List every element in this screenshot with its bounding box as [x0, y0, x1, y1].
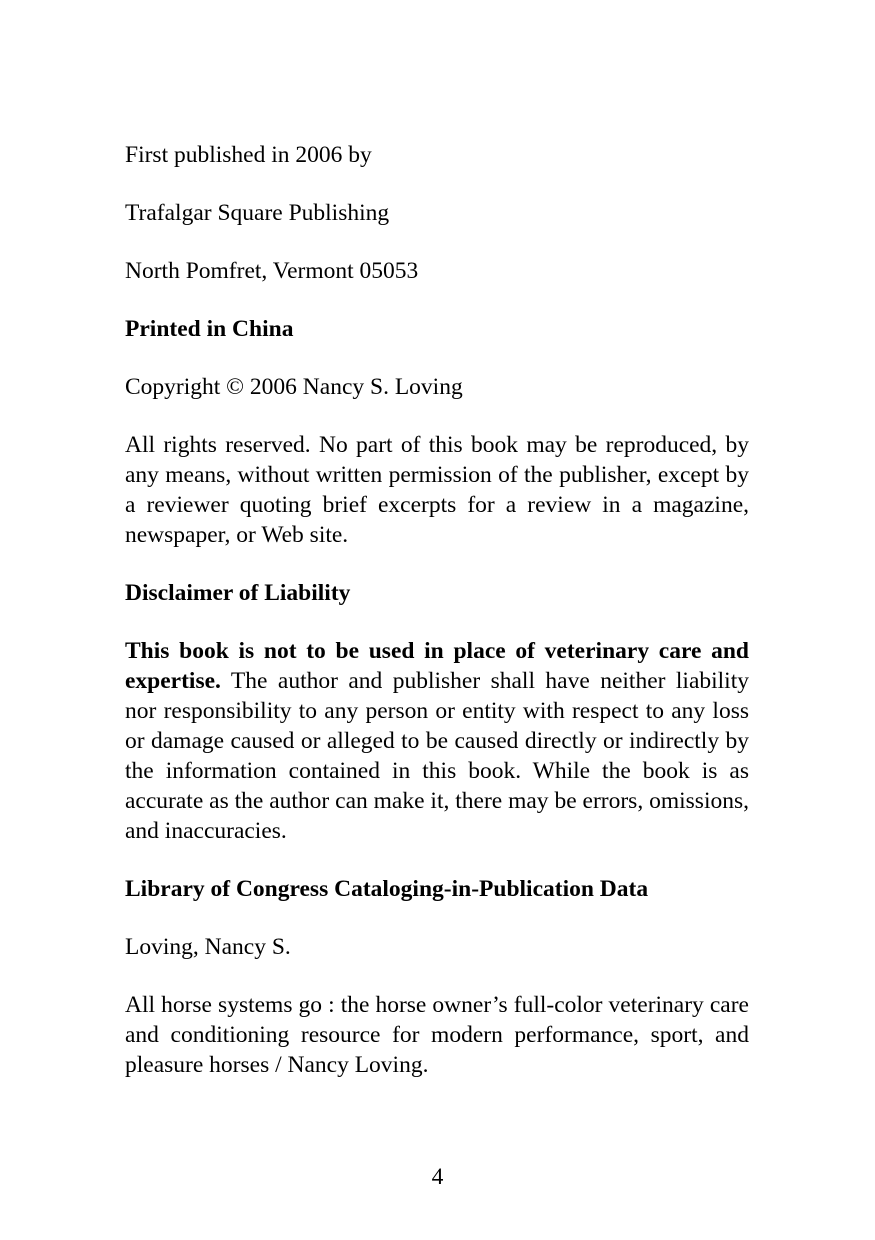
publisher-address: North Pomfret, Vermont 05053	[125, 258, 419, 284]
cip-author: Loving, Nancy S.	[125, 934, 291, 960]
copyright-line: Copyright © 2006 Nancy S. Loving	[125, 374, 463, 400]
disclaimer-paragraph	[125, 636, 749, 846]
first-published-line: First published in 2006 by	[125, 142, 372, 168]
page-number: 4	[431, 1164, 444, 1190]
printed-in-line: Printed in China	[125, 316, 294, 342]
rights-paragraph: All rights reserved. No part of this book may be reproduced, by any means, without written permission of the publisher, except by a reviewer quoting brief excerpts for a review in a magazine, newspaper, or Web site.	[125, 432, 749, 548]
copyright-page-body	[125, 140, 749, 1108]
cip-heading: Library of Congress Cataloging-in-Publication Data	[125, 876, 649, 902]
disclaimer-body: The author and publisher shall have neither liability nor responsibility to any person or entity with respect to any loss or damage caused or alleged to be caused directly or indirectly by the information contained in this book. While the book is as accurate as the author can make it, there may be errors, omissions, and inaccuracies.	[125, 668, 749, 844]
disclaimer-heading: Disclaimer of Liability	[125, 580, 351, 606]
disclaimer-bold-lead: This book is not to be used in place of veterinary care and expertise.	[125, 638, 749, 694]
publisher-name: Trafalgar Square Publishing	[125, 200, 390, 226]
cip-title-entry: All horse systems go : the horse owner’s full-color veterinary care and conditioning resource for modern performance, sport, and pleasure horses / Nancy Loving.	[125, 992, 749, 1078]
